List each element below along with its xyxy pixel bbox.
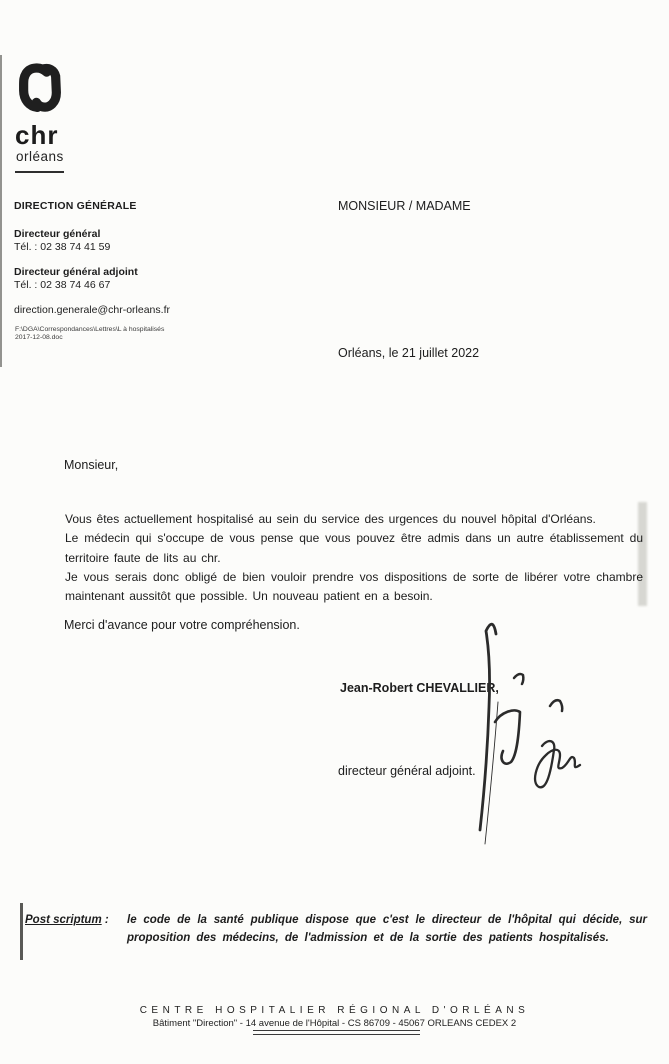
logo-divider	[15, 171, 64, 173]
body-paragraphs	[65, 510, 643, 606]
footer-hospital-name: CENTRE HOSPITALIER RÉGIONAL D'ORLÉANS	[139, 1005, 530, 1016]
body-paragraph: Vous êtes actuellement hospitalisé au sein du service des urgences du nouvel hôpital d'Orléans.	[65, 512, 596, 526]
date-line: Orléans, le 21 juillet 2022	[338, 346, 480, 360]
footer-divider	[253, 1030, 420, 1035]
salutation: Monsieur,	[64, 458, 119, 472]
post-scriptum-text: le code de la santé publique dispose que c'est le directeur de l'hôpital qui décide, sur proposition des médecins, de l'admission et de la sortie des patients hospitalisés.	[127, 914, 647, 944]
contact-title: Directeur général adjoint	[14, 266, 138, 278]
contact-title: Directeur général	[14, 228, 101, 240]
recipient-line: MONSIEUR / MADAME	[338, 199, 471, 213]
post-scriptum	[25, 911, 647, 947]
file-reference-path: F:\DGA\Correspondances\Lettres\L à hospitalisés	[15, 326, 165, 333]
contact-phone: Tél. : 02 38 74 41 59	[14, 241, 111, 253]
signatory-name: Jean-Robert CHEVALLIER,	[340, 681, 499, 695]
footer-address: Bâtiment "Direction" - 14 avenue de l'Hôpital - CS 86709 - 45067 ORLEANS CEDEX 2	[152, 1018, 517, 1029]
signatory-title: directeur général adjoint.	[338, 764, 476, 778]
logo-city-text: orléans	[16, 149, 64, 164]
scan-artifact-left-edge	[0, 55, 2, 367]
file-reference	[15, 326, 164, 342]
contact-phone: Tél. : 02 38 74 46 67	[14, 279, 111, 291]
sender-department: DIRECTION GÉNÉRALE	[14, 200, 137, 212]
chr-orleans-link-icon	[17, 62, 63, 119]
handwritten-signature	[452, 612, 652, 857]
body-paragraph: Le médecin qui s'occupe de vous pense que vous pouvez être admis dans un autre établissement du territoire faute de lits au chr.	[65, 531, 643, 565]
sender-email: direction.generale@chr-orleans.fr	[14, 304, 170, 316]
post-scriptum-label: Post scriptum :	[25, 914, 109, 926]
logo-brand-text: chr	[15, 120, 59, 150]
closing-line: Merci d'avance pour votre compréhension.	[64, 618, 300, 632]
scan-artifact-left-edge-ps	[20, 903, 23, 960]
body-paragraph: Je vous serais donc obligé de bien vouloir prendre vos dispositions de sorte de libérer votre chambre maintenant aussitôt que possible. Un nouveau patient en a besoin.	[65, 569, 643, 604]
file-reference-filename: 2017-12-08.doc	[15, 334, 63, 341]
